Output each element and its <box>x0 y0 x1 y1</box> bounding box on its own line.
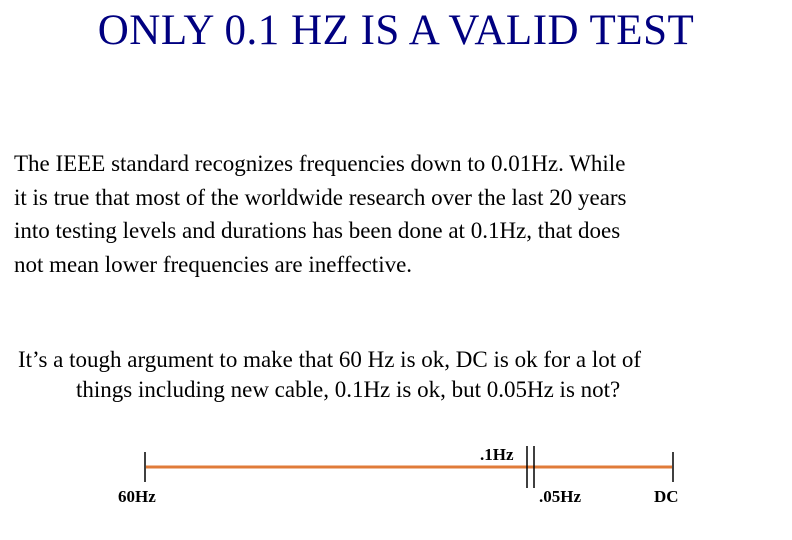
label-01hz: .1Hz <box>480 445 514 464</box>
paragraph2-line: It’s a tough argument to make that 60 Hz is ok, DC is ok for a lot of <box>18 347 642 372</box>
frequency-scale <box>0 440 792 540</box>
label-005hz: .05Hz <box>539 487 582 506</box>
paragraph1-line: not mean lower frequencies are ineffective. <box>14 251 413 277</box>
paragraph1-line: it is true that most of the worldwide research over the last 20 years <box>14 184 627 210</box>
label-60hz: 60Hz <box>118 487 156 506</box>
paragraph1-line: The IEEE standard recognizes frequencies down to 0.01Hz. While <box>14 151 626 176</box>
paragraph-argument <box>14 345 789 405</box>
slide-title: ONLY 0.1 HZ IS A VALID TEST <box>97 7 695 54</box>
label-dc: DC <box>654 487 679 506</box>
paragraph1-line: into testing levels and durations has been done at 0.1Hz, that does <box>14 218 621 243</box>
paragraph2-line: things including new cable, 0.1Hz is ok, but 0.05Hz is not? <box>76 377 621 402</box>
paragraph-ieee-standard <box>14 147 784 281</box>
